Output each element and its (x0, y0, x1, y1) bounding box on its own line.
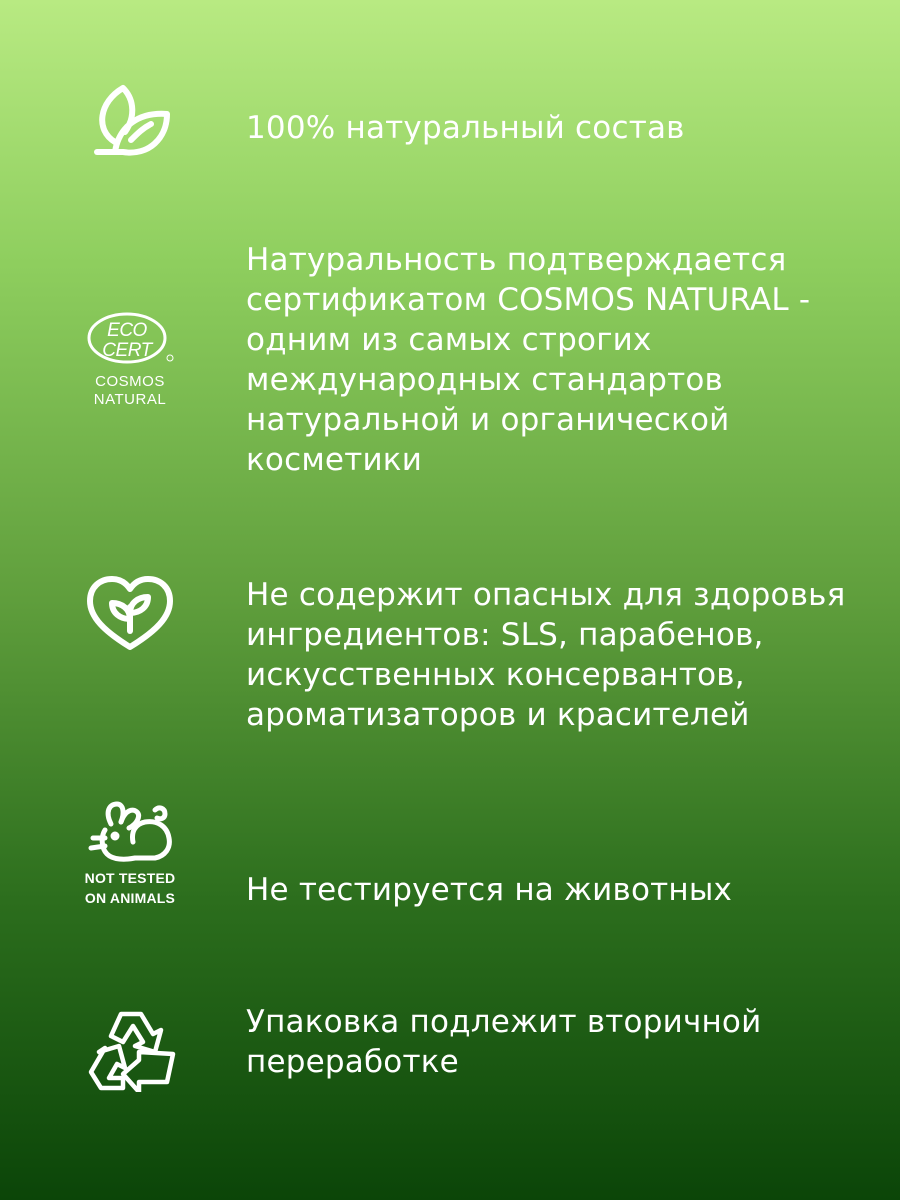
feature-natural (0, 82, 900, 172)
ecocert-logo-eco: ECO (107, 320, 147, 341)
feature-text: 100% натуральный состав (246, 110, 685, 146)
ecocert-logo (80, 308, 180, 408)
feature-safe-ingredients (0, 575, 900, 775)
not-tested-caption-line2: ON ANIMALS (84, 890, 176, 906)
feature-ecocert (0, 240, 900, 480)
ecocert-logo-cert: CERT (102, 340, 152, 361)
feature-cruelty-free (0, 800, 900, 920)
feature-text: Упаковка подлежит вторичной переработке (246, 1004, 762, 1080)
recycle-icon (80, 1008, 180, 1092)
rabbit-icon (80, 800, 180, 906)
feature-text: Не тестируется на животных (246, 872, 733, 908)
not-tested-caption-line1: NOT TESTED (84, 870, 176, 886)
feature-text: Не содержит опасных для здоровья ингредиентов: SLS, парабенов, искусственных консервантов, ароматизаторов и красителей (246, 577, 846, 733)
feature-recyclable (0, 1000, 900, 1100)
feature-text: Натуральность подтверждается сертификатом COSMOS NATURAL - одним из самых строгих международных стандартов натуральной и органической косметики (246, 242, 811, 478)
ecocert-caption-line1: COSMOS (95, 373, 165, 390)
ecocert-caption-line2: NATURAL (93, 391, 167, 408)
leaf-icon (80, 82, 180, 162)
heart-sprout-icon (80, 575, 180, 655)
